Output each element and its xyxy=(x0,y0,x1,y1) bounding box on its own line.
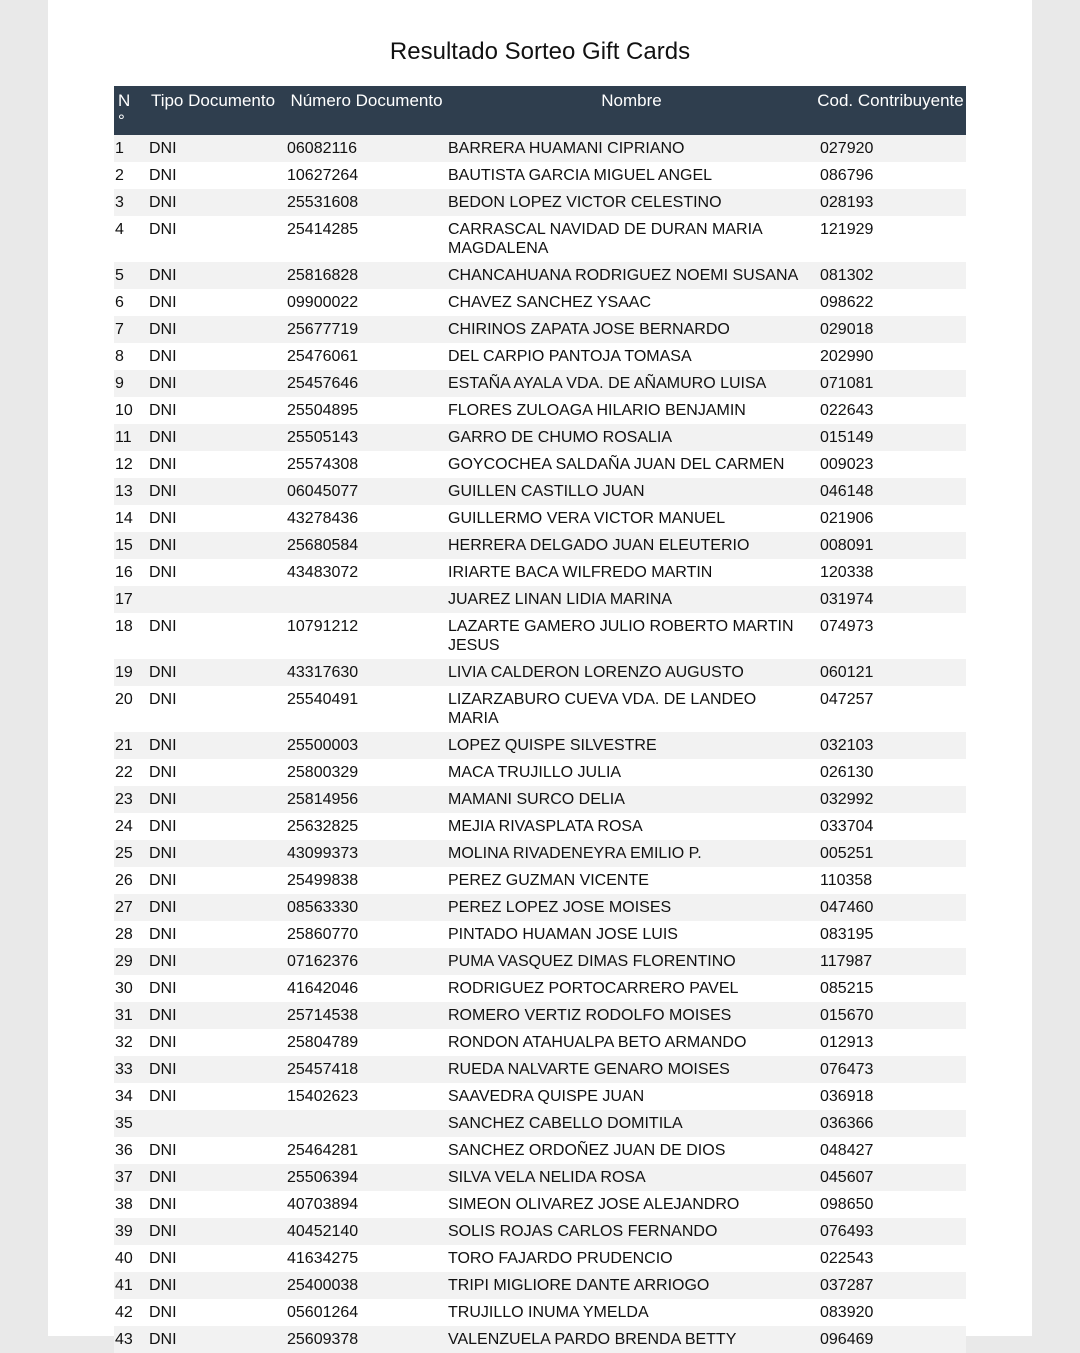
cod-contribuyente-cell: 076473 xyxy=(815,1056,966,1083)
cod-contribuyente-cell: 009023 xyxy=(815,451,966,478)
table-row xyxy=(114,1110,966,1137)
nombre-cell: VALENZUELA PARDO BRENDA BETTY xyxy=(448,1326,815,1353)
row-number: 1 xyxy=(114,135,141,162)
nombre-cell: SOLIS ROJAS CARLOS FERNANDO xyxy=(448,1218,815,1245)
cod-contribuyente-cell: 036918 xyxy=(815,1083,966,1110)
cod-contribuyente-cell: 098650 xyxy=(815,1191,966,1218)
table-row xyxy=(114,451,966,478)
table-row xyxy=(114,189,966,216)
nombre-cell: RODRIGUEZ PORTOCARRERO PAVEL xyxy=(448,975,815,1002)
numero-documento-cell: 25540491 xyxy=(285,686,448,732)
row-number: 20 xyxy=(114,686,141,732)
cod-contribuyente-cell: 098622 xyxy=(815,289,966,316)
cod-contribuyente-cell: 202990 xyxy=(815,343,966,370)
cod-contribuyente-cell: 060121 xyxy=(815,659,966,686)
table-row xyxy=(114,948,966,975)
numero-documento-cell: 25457646 xyxy=(285,370,448,397)
row-number: 27 xyxy=(114,894,141,921)
tipo-documento-cell: DNI xyxy=(141,424,285,451)
nombre-cell: RONDON ATAHUALPA BETO ARMANDO xyxy=(448,1029,815,1056)
table-row xyxy=(114,532,966,559)
nombre-cell: SANCHEZ CABELLO DOMITILA xyxy=(448,1110,815,1137)
table-row xyxy=(114,1137,966,1164)
cod-contribuyente-cell: 036366 xyxy=(815,1110,966,1137)
numero-documento-cell: 25632825 xyxy=(285,813,448,840)
row-number: 10 xyxy=(114,397,141,424)
nombre-cell: TORO FAJARDO PRUDENCIO xyxy=(448,1245,815,1272)
table-row xyxy=(114,216,966,262)
table-row xyxy=(114,1164,966,1191)
row-number: 25 xyxy=(114,840,141,867)
tipo-documento-cell: DNI xyxy=(141,1326,285,1353)
numero-documento-cell: 10791212 xyxy=(285,613,448,659)
tipo-documento-cell: DNI xyxy=(141,786,285,813)
cod-contribuyente-cell: 083195 xyxy=(815,921,966,948)
numero-documento-cell: 43278436 xyxy=(285,505,448,532)
results-table xyxy=(114,86,966,1353)
cod-contribuyente-cell: 032992 xyxy=(815,786,966,813)
cod-contribuyente-cell: 074973 xyxy=(815,613,966,659)
nombre-cell: LAZARTE GAMERO JULIO ROBERTO MARTIN JESUS xyxy=(448,613,815,659)
table-row xyxy=(114,759,966,786)
row-number: 32 xyxy=(114,1029,141,1056)
cod-contribuyente-cell: 096469 xyxy=(815,1326,966,1353)
tipo-documento-cell: DNI xyxy=(141,894,285,921)
numero-documento-cell: 25499838 xyxy=(285,867,448,894)
cod-contribuyente-cell: 033704 xyxy=(815,813,966,840)
cod-contribuyente-cell: 029018 xyxy=(815,316,966,343)
cod-contribuyente-cell: 047257 xyxy=(815,686,966,732)
numero-documento-cell: 25414285 xyxy=(285,216,448,262)
numero-documento-cell: 40703894 xyxy=(285,1191,448,1218)
table-row xyxy=(114,135,966,162)
cod-contribuyente-cell: 027920 xyxy=(815,135,966,162)
row-number: 7 xyxy=(114,316,141,343)
table-row xyxy=(114,1272,966,1299)
cod-contribuyente-cell: 085215 xyxy=(815,975,966,1002)
tipo-documento-cell: DNI xyxy=(141,289,285,316)
numero-documento-cell: 05601264 xyxy=(285,1299,448,1326)
row-number: 24 xyxy=(114,813,141,840)
tipo-documento-cell: DNI xyxy=(141,1164,285,1191)
row-number: 23 xyxy=(114,786,141,813)
tipo-documento-cell: DNI xyxy=(141,840,285,867)
row-number: 5 xyxy=(114,262,141,289)
table-row xyxy=(114,370,966,397)
tipo-documento-cell: DNI xyxy=(141,613,285,659)
row-number: 40 xyxy=(114,1245,141,1272)
numero-documento-cell: 43483072 xyxy=(285,559,448,586)
nombre-cell: FLORES ZULOAGA HILARIO BENJAMIN xyxy=(448,397,815,424)
numero-documento-cell: 25531608 xyxy=(285,189,448,216)
tipo-documento-cell: DNI xyxy=(141,1137,285,1164)
nombre-cell: ROMERO VERTIZ RODOLFO MOISES xyxy=(448,1002,815,1029)
tipo-documento-cell xyxy=(141,1110,285,1137)
table-row xyxy=(114,505,966,532)
tipo-documento-cell: DNI xyxy=(141,1002,285,1029)
document-page xyxy=(48,0,1032,1348)
nombre-cell: GOYCOCHEA SALDAÑA JUAN DEL CARMEN xyxy=(448,451,815,478)
tipo-documento-cell: DNI xyxy=(141,921,285,948)
tipo-documento-cell: DNI xyxy=(141,397,285,424)
table-row xyxy=(114,397,966,424)
table-row xyxy=(114,1083,966,1110)
table-row xyxy=(114,1218,966,1245)
table-row xyxy=(114,686,966,732)
row-number: 31 xyxy=(114,1002,141,1029)
nombre-cell: GUILLERMO VERA VICTOR MANUEL xyxy=(448,505,815,532)
row-number: 15 xyxy=(114,532,141,559)
numero-documento-cell: 25476061 xyxy=(285,343,448,370)
tipo-documento-cell: DNI xyxy=(141,162,285,189)
tipo-documento-cell: DNI xyxy=(141,1029,285,1056)
row-number: 2 xyxy=(114,162,141,189)
cod-contribuyente-cell: 022643 xyxy=(815,397,966,424)
row-number: 34 xyxy=(114,1083,141,1110)
row-number: 41 xyxy=(114,1272,141,1299)
tipo-documento-cell: DNI xyxy=(141,686,285,732)
cod-contribuyente-cell: 037287 xyxy=(815,1272,966,1299)
nombre-cell: LIVIA CALDERON LORENZO AUGUSTO xyxy=(448,659,815,686)
row-number: 3 xyxy=(114,189,141,216)
cod-contribuyente-cell: 032103 xyxy=(815,732,966,759)
row-number: 18 xyxy=(114,613,141,659)
nombre-cell: BEDON LOPEZ VICTOR CELESTINO xyxy=(448,189,815,216)
nombre-cell: MAMANI SURCO DELIA xyxy=(448,786,815,813)
nombre-cell: SIMEON OLIVAREZ JOSE ALEJANDRO xyxy=(448,1191,815,1218)
row-number: 42 xyxy=(114,1299,141,1326)
numero-documento-cell: 43099373 xyxy=(285,840,448,867)
table-row xyxy=(114,786,966,813)
table-row xyxy=(114,1326,966,1353)
nombre-cell: CHANCAHUANA RODRIGUEZ NOEMI SUSANA xyxy=(448,262,815,289)
numero-documento-cell: 25609378 xyxy=(285,1326,448,1353)
nombre-cell: TRUJILLO INUMA YMELDA xyxy=(448,1299,815,1326)
tipo-documento-cell: DNI xyxy=(141,216,285,262)
table-row xyxy=(114,162,966,189)
table-row xyxy=(114,894,966,921)
tipo-documento-cell: DNI xyxy=(141,262,285,289)
tipo-documento-cell: DNI xyxy=(141,316,285,343)
numero-documento-cell: 08563330 xyxy=(285,894,448,921)
tipo-documento-cell: DNI xyxy=(141,1191,285,1218)
tipo-documento-cell: DNI xyxy=(141,1056,285,1083)
tipo-documento-cell: DNI xyxy=(141,370,285,397)
tipo-documento-cell: DNI xyxy=(141,559,285,586)
numero-documento-cell: 41642046 xyxy=(285,975,448,1002)
table-row xyxy=(114,1002,966,1029)
numero-documento-cell: 09900022 xyxy=(285,289,448,316)
cod-contribuyente-cell: 022543 xyxy=(815,1245,966,1272)
numero-documento-cell: 25814956 xyxy=(285,786,448,813)
numero-documento-cell: 41634275 xyxy=(285,1245,448,1272)
nombre-cell: PEREZ LOPEZ JOSE MOISES xyxy=(448,894,815,921)
table-row xyxy=(114,1245,966,1272)
nombre-cell: BAUTISTA GARCIA MIGUEL ANGEL xyxy=(448,162,815,189)
nombre-cell: LIZARZABURO CUEVA VDA. DE LANDEO MARIA xyxy=(448,686,815,732)
numero-documento-cell: 25677719 xyxy=(285,316,448,343)
table-row xyxy=(114,289,966,316)
nombre-cell: TRIPI MIGLIORE DANTE ARRIOGO xyxy=(448,1272,815,1299)
row-number: 21 xyxy=(114,732,141,759)
nombre-cell: SILVA VELA NELIDA ROSA xyxy=(448,1164,815,1191)
numero-documento-cell: 25816828 xyxy=(285,262,448,289)
numero-documento-cell: 25464281 xyxy=(285,1137,448,1164)
row-number: 11 xyxy=(114,424,141,451)
nombre-cell: SAAVEDRA QUISPE JUAN xyxy=(448,1083,815,1110)
tipo-documento-cell: DNI xyxy=(141,732,285,759)
cod-contribuyente-cell: 071081 xyxy=(815,370,966,397)
numero-documento-cell: 25500003 xyxy=(285,732,448,759)
row-number: 19 xyxy=(114,659,141,686)
tipo-documento-cell: DNI xyxy=(141,1245,285,1272)
cod-contribuyente-cell: 045607 xyxy=(815,1164,966,1191)
tipo-documento-cell: DNI xyxy=(141,659,285,686)
numero-documento-cell xyxy=(285,586,448,613)
numero-documento-cell: 25714538 xyxy=(285,1002,448,1029)
table-row xyxy=(114,424,966,451)
cod-contribuyente-cell: 015149 xyxy=(815,424,966,451)
table-row xyxy=(114,343,966,370)
table-header-row xyxy=(114,86,966,135)
numero-documento-cell: 15402623 xyxy=(285,1083,448,1110)
nombre-cell: GUILLEN CASTILLO JUAN xyxy=(448,478,815,505)
table-row xyxy=(114,813,966,840)
nombre-cell: SANCHEZ ORDOÑEZ JUAN DE DIOS xyxy=(448,1137,815,1164)
tipo-documento-cell: DNI xyxy=(141,478,285,505)
numero-documento-cell xyxy=(285,1110,448,1137)
nombre-cell: MEJIA RIVASPLATA ROSA xyxy=(448,813,815,840)
row-number: 38 xyxy=(114,1191,141,1218)
numero-documento-cell: 06082116 xyxy=(285,135,448,162)
row-number: 8 xyxy=(114,343,141,370)
cod-contribuyente-cell: 021906 xyxy=(815,505,966,532)
numero-documento-cell: 25804789 xyxy=(285,1029,448,1056)
row-number: 14 xyxy=(114,505,141,532)
numero-documento-cell: 25574308 xyxy=(285,451,448,478)
tipo-documento-cell: DNI xyxy=(141,975,285,1002)
tipo-documento-cell: DNI xyxy=(141,532,285,559)
cod-contribuyente-cell: 048427 xyxy=(815,1137,966,1164)
row-number: 29 xyxy=(114,948,141,975)
row-number: 17 xyxy=(114,586,141,613)
table-row xyxy=(114,559,966,586)
row-number: 30 xyxy=(114,975,141,1002)
row-number: 4 xyxy=(114,216,141,262)
nombre-cell: RUEDA NALVARTE GENARO MOISES xyxy=(448,1056,815,1083)
table-row xyxy=(114,1056,966,1083)
tipo-documento-cell: DNI xyxy=(141,1218,285,1245)
tipo-documento-cell: DNI xyxy=(141,948,285,975)
column-header-nombre: Nombre xyxy=(448,86,815,135)
tipo-documento-cell: DNI xyxy=(141,189,285,216)
table-row xyxy=(114,586,966,613)
row-number: 9 xyxy=(114,370,141,397)
column-header-numero-documento: Número Documento xyxy=(285,86,448,135)
nombre-cell: CHAVEZ SANCHEZ YSAAC xyxy=(448,289,815,316)
cod-contribuyente-cell: 028193 xyxy=(815,189,966,216)
cod-contribuyente-cell: 046148 xyxy=(815,478,966,505)
cod-contribuyente-cell: 015670 xyxy=(815,1002,966,1029)
nombre-cell: LOPEZ QUISPE SILVESTRE xyxy=(448,732,815,759)
numero-documento-cell: 25860770 xyxy=(285,921,448,948)
row-number: 22 xyxy=(114,759,141,786)
nombre-cell: HERRERA DELGADO JUAN ELEUTERIO xyxy=(448,532,815,559)
cod-contribuyente-cell: 031974 xyxy=(815,586,966,613)
table-row xyxy=(114,316,966,343)
tipo-documento-cell: DNI xyxy=(141,759,285,786)
cod-contribuyente-cell: 081302 xyxy=(815,262,966,289)
numero-documento-cell: 25504895 xyxy=(285,397,448,424)
table-row xyxy=(114,1191,966,1218)
cod-contribuyente-cell: 110358 xyxy=(815,867,966,894)
nombre-cell: ESTAÑA AYALA VDA. DE AÑAMURO LUISA xyxy=(448,370,815,397)
row-number: 33 xyxy=(114,1056,141,1083)
table-row xyxy=(114,1029,966,1056)
cod-contribuyente-cell: 121929 xyxy=(815,216,966,262)
row-number: 13 xyxy=(114,478,141,505)
nombre-cell: PEREZ GUZMAN VICENTE xyxy=(448,867,815,894)
page-title: Resultado Sorteo Gift Cards xyxy=(389,38,691,65)
cod-contribuyente-cell: 026130 xyxy=(815,759,966,786)
tipo-documento-cell: DNI xyxy=(141,1299,285,1326)
numero-documento-cell: 25400038 xyxy=(285,1272,448,1299)
cod-contribuyente-cell: 008091 xyxy=(815,532,966,559)
tipo-documento-cell: DNI xyxy=(141,135,285,162)
table-row xyxy=(114,975,966,1002)
tipo-documento-cell: DNI xyxy=(141,1272,285,1299)
nombre-cell: PINTADO HUAMAN JOSE LUIS xyxy=(448,921,815,948)
cod-contribuyente-cell: 086796 xyxy=(815,162,966,189)
row-number: 16 xyxy=(114,559,141,586)
cod-contribuyente-cell: 005251 xyxy=(815,840,966,867)
row-number: 6 xyxy=(114,289,141,316)
cod-contribuyente-cell: 076493 xyxy=(815,1218,966,1245)
numero-documento-cell: 25800329 xyxy=(285,759,448,786)
numero-documento-cell: 25457418 xyxy=(285,1056,448,1083)
column-header-tipo-documento: Tipo Documento xyxy=(141,86,285,135)
table-row xyxy=(114,478,966,505)
row-number: 35 xyxy=(114,1110,141,1137)
tipo-documento-cell: DNI xyxy=(141,1083,285,1110)
tipo-documento-cell xyxy=(141,586,285,613)
tipo-documento-cell: DNI xyxy=(141,813,285,840)
nombre-cell: MOLINA RIVADENEYRA EMILIO P. xyxy=(448,840,815,867)
nombre-cell: BARRERA HUAMANI CIPRIANO xyxy=(448,135,815,162)
nombre-cell: GARRO DE CHUMO ROSALIA xyxy=(448,424,815,451)
row-number: 26 xyxy=(114,867,141,894)
table-row xyxy=(114,1299,966,1326)
table-row xyxy=(114,840,966,867)
numero-documento-cell: 43317630 xyxy=(285,659,448,686)
row-number: 39 xyxy=(114,1218,141,1245)
table-row xyxy=(114,659,966,686)
cod-contribuyente-cell: 083920 xyxy=(815,1299,966,1326)
numero-documento-cell: 10627264 xyxy=(285,162,448,189)
numero-documento-cell: 25506394 xyxy=(285,1164,448,1191)
nombre-cell: JUAREZ LINAN LIDIA MARINA xyxy=(448,586,815,613)
row-number: 37 xyxy=(114,1164,141,1191)
tipo-documento-cell: DNI xyxy=(141,867,285,894)
tipo-documento-cell: DNI xyxy=(141,451,285,478)
table-row xyxy=(114,613,966,659)
column-header-n: N ° xyxy=(114,86,141,135)
nombre-cell: MACA TRUJILLO JULIA xyxy=(448,759,815,786)
nombre-cell: CARRASCAL NAVIDAD DE DURAN MARIA MAGDALENA xyxy=(448,216,815,262)
numero-documento-cell: 40452140 xyxy=(285,1218,448,1245)
numero-documento-cell: 25680584 xyxy=(285,532,448,559)
nombre-cell: PUMA VASQUEZ DIMAS FLORENTINO xyxy=(448,948,815,975)
numero-documento-cell: 07162376 xyxy=(285,948,448,975)
cod-contribuyente-cell: 117987 xyxy=(815,948,966,975)
nombre-cell: CHIRINOS ZAPATA JOSE BERNARDO xyxy=(448,316,815,343)
table-row xyxy=(114,867,966,894)
row-number: 43 xyxy=(114,1326,141,1353)
cod-contribuyente-cell: 047460 xyxy=(815,894,966,921)
tipo-documento-cell: DNI xyxy=(141,343,285,370)
row-number: 36 xyxy=(114,1137,141,1164)
row-number: 12 xyxy=(114,451,141,478)
numero-documento-cell: 06045077 xyxy=(285,478,448,505)
nombre-cell: DEL CARPIO PANTOJA TOMASA xyxy=(448,343,815,370)
row-number: 28 xyxy=(114,921,141,948)
tipo-documento-cell: DNI xyxy=(141,505,285,532)
nombre-cell: IRIARTE BACA WILFREDO MARTIN xyxy=(448,559,815,586)
numero-documento-cell: 25505143 xyxy=(285,424,448,451)
table-row xyxy=(114,921,966,948)
table-body xyxy=(114,135,966,1353)
cod-contribuyente-cell: 012913 xyxy=(815,1029,966,1056)
table-row xyxy=(114,732,966,759)
table-row xyxy=(114,262,966,289)
cod-contribuyente-cell: 120338 xyxy=(815,559,966,586)
column-header-cod-contribuyente: Cod. Contribuyente xyxy=(815,86,966,135)
